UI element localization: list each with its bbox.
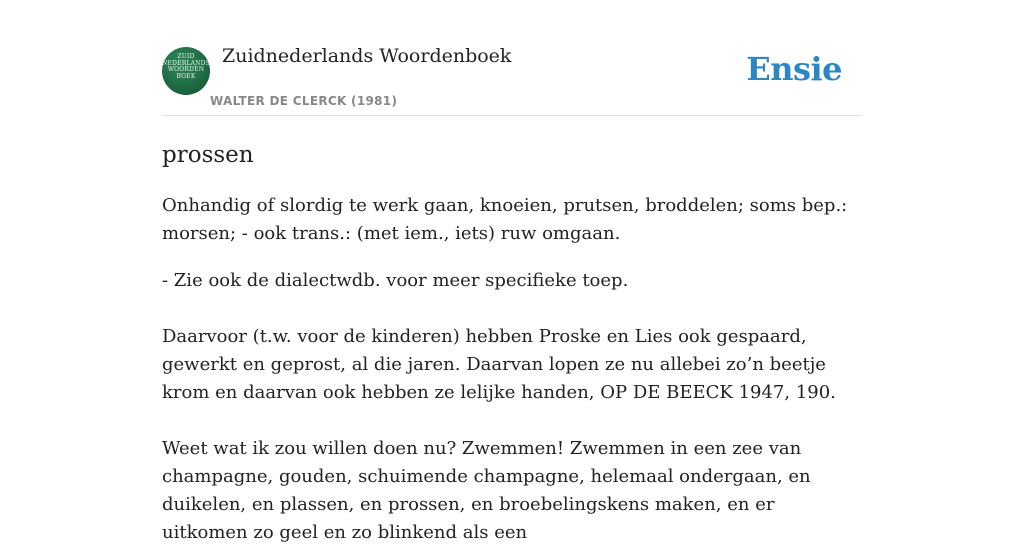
usage-note: - Zie ook de dialectwdb. voor meer specifieke toep. xyxy=(162,270,629,291)
dictionary-title[interactable]: Zuidnederlands Woordenboek xyxy=(222,45,512,67)
dictionary-author: WALTER DE CLERCK (1981) xyxy=(210,94,398,108)
dictionary-header xyxy=(162,0,862,116)
definition-text: Onhandig of slordig te werk gaan, knoeien, prutsen, broddelen; soms bep.: morsen; - ook trans.: (met iem., iets) ruw omgaan. xyxy=(162,195,848,244)
dictionary-logo[interactable] xyxy=(162,47,210,95)
dictionary-logo-text: ZUID NEDERLANDS WOORDEN BOEK xyxy=(162,53,210,80)
headword: prossen xyxy=(162,142,254,168)
citation-quote: Weet wat ik zou willen doen nu? Zwemmen! Zwemmen in een zee van champagne, gouden, schuimende champagne, helemaal ondergaan, en duikelen, en plassen, en prossen, en broebelingskens maken, en er uitkomen zo geel en zo blinkend als een xyxy=(162,438,811,543)
ensie-logo[interactable]: Ensie xyxy=(746,50,842,88)
citation-quote: Daarvoor (t.w. voor de kinderen) hebben Proske en Lies ook gespaard, gewerkt en geprost, al die jaren. Daarvan lopen ze nu allebei zo’n beetje krom en daarvan ook hebben ze lelijke handen, OP DE BEECK 1947, 190. xyxy=(162,326,836,403)
content-column xyxy=(162,0,862,547)
